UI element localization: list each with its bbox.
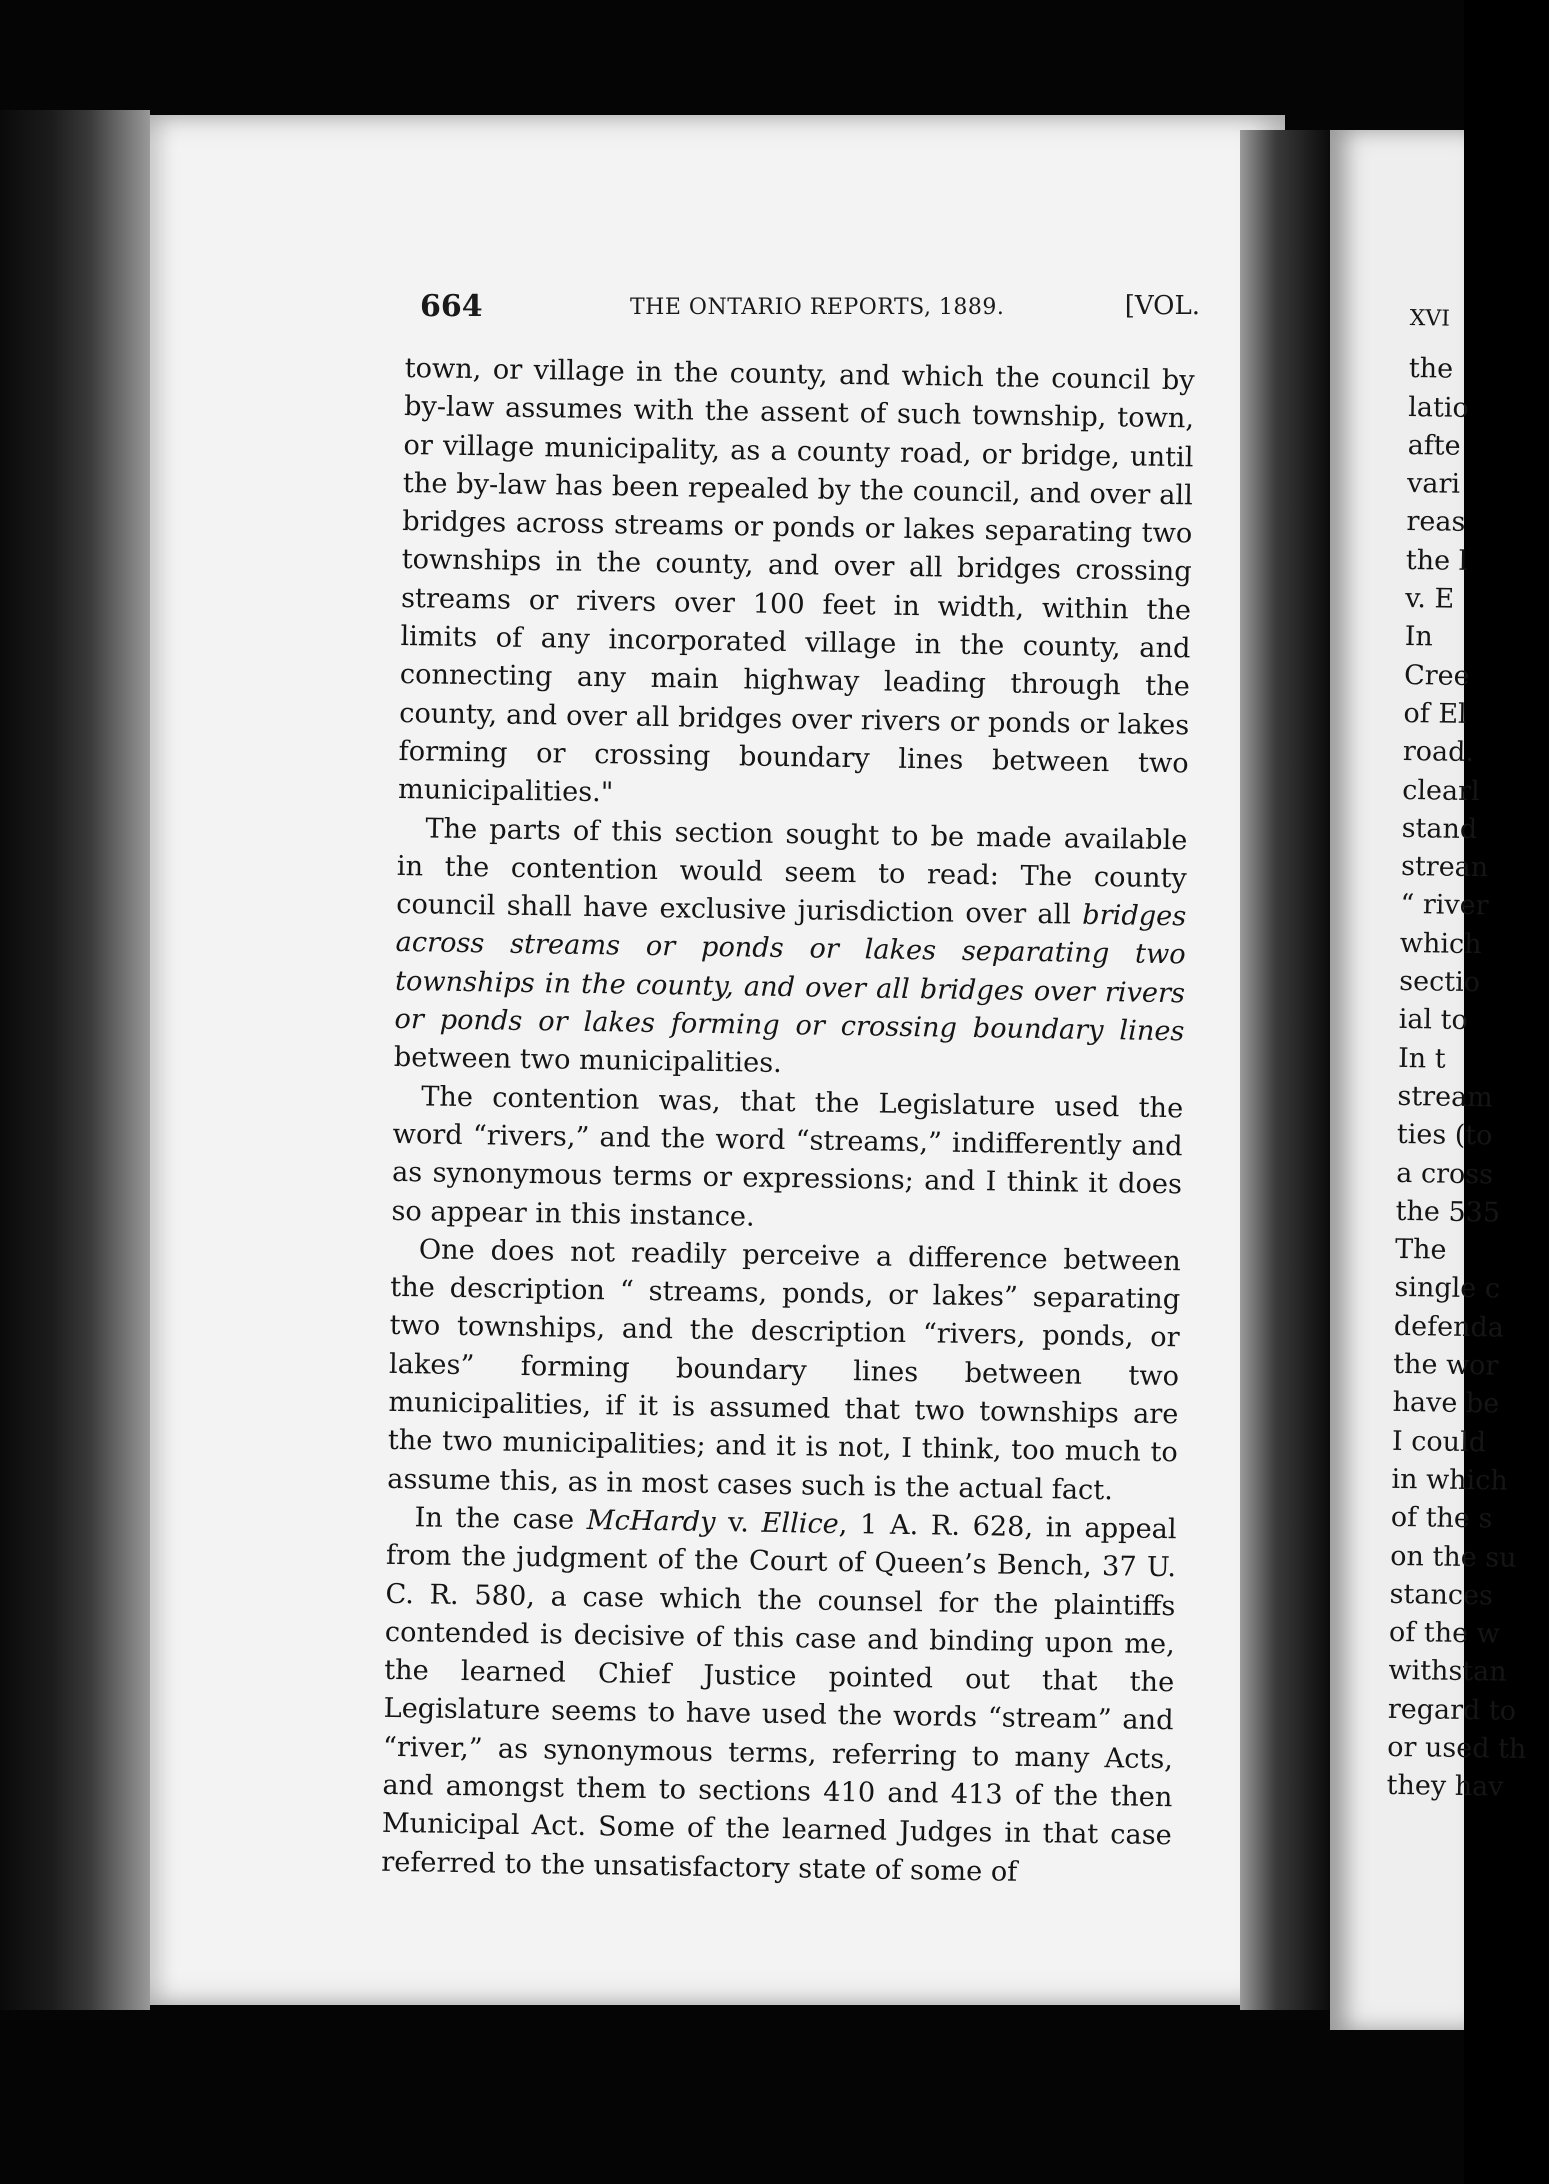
facing-line: a cross bbox=[1396, 1157, 1494, 1190]
facing-line: clearl bbox=[1402, 774, 1480, 807]
facing-line: the l bbox=[1405, 544, 1468, 577]
case-versus: v. bbox=[715, 1506, 762, 1539]
facing-line: Cree bbox=[1403, 659, 1470, 692]
facing-line: the wor bbox=[1393, 1348, 1499, 1382]
paragraph-2 bbox=[394, 810, 1188, 1090]
facing-line: single c bbox=[1394, 1272, 1501, 1305]
paragraph-5-lead: In the case bbox=[414, 1502, 588, 1536]
facing-line: stand bbox=[1401, 812, 1478, 845]
case-name-ellice: Ellice bbox=[761, 1507, 840, 1540]
paragraph-2-lead: The parts of this section sought to be made available in the contention would seem to read: The county council shall have exclusive jurisdiction over all bbox=[396, 812, 1188, 931]
facing-line: stances bbox=[1389, 1578, 1494, 1612]
facing-line: stream bbox=[1397, 1080, 1494, 1114]
facing-line: The bbox=[1394, 1234, 1447, 1266]
facing-page-text bbox=[1386, 300, 1549, 1808]
paragraph-3: The contention was, that the Legislature used the word “rivers,” and the word “streams,” indifferently and as synonymous terms or expressions; and I think it does so appear in this instance. bbox=[391, 1080, 1184, 1233]
facing-line: afte bbox=[1407, 429, 1461, 462]
paragraph-2-italic-quote: bridges across streams or ponds or lakes separating two townships in the county, and over all bridges over rivers or ponds or lakes forming or crossing boundary lines bbox=[394, 899, 1187, 1048]
paragraph-2-tail: between two municipalities. bbox=[393, 1042, 783, 1080]
facing-line: of El bbox=[1403, 697, 1467, 730]
page-number: 664 bbox=[420, 289, 483, 324]
facing-line: they hav bbox=[1386, 1770, 1504, 1803]
facing-line: have be bbox=[1392, 1387, 1500, 1420]
book-gutter bbox=[1240, 130, 1330, 2010]
book-spine-edge bbox=[0, 110, 150, 2010]
facing-line: vari bbox=[1406, 468, 1461, 500]
facing-line: reas bbox=[1406, 506, 1466, 539]
facing-line: the 535 bbox=[1395, 1195, 1501, 1229]
facing-line: on the su bbox=[1390, 1540, 1517, 1574]
facing-line: withstan bbox=[1388, 1655, 1507, 1689]
facing-line: defenda bbox=[1393, 1310, 1505, 1344]
facing-line: regard to bbox=[1387, 1693, 1517, 1727]
facing-line: of the s bbox=[1390, 1502, 1493, 1535]
facing-line: strean bbox=[1400, 851, 1489, 884]
paragraph-1: town, or village in the county, and which the council by by-law assumes with the assent of such township, town, or village municipality, as a county road, or bridge, until the by-law has been repealed by the council, and over all bridges across streams or ponds or lakes separating two townships in the county, and over all bridges crossing streams or rivers over 100 feet in width, within the limits of any incorporated village in the county, and connecting any main highway leading through the county, and over all bridges over rivers or ponds or lakes forming or crossing boundary lines between two municipalities." bbox=[397, 352, 1195, 809]
facing-line: In bbox=[1404, 621, 1434, 653]
facing-line: ial to bbox=[1398, 1004, 1468, 1037]
facing-line: v. E bbox=[1405, 583, 1455, 615]
facing-line: ties (to bbox=[1396, 1119, 1493, 1152]
running-head bbox=[420, 289, 1200, 335]
paragraph-4: One does not readily perceive a difference between the description “ streams, ponds, or lakes” separating two townships, and the description “rivers, ponds, or lakes” forming boundary lines between two municipalities, if it is assumed that two townships are the two municipalities; and it is not, I think, too much to assume this, as in most cases such is the actual fact. bbox=[387, 1234, 1182, 1506]
facing-page-header: XVI bbox=[1409, 305, 1451, 332]
facing-line: the bbox=[1408, 353, 1454, 385]
facing-line: road. bbox=[1402, 736, 1475, 769]
facing-line: sectio bbox=[1399, 965, 1481, 999]
volume-mark: [VOL. bbox=[1124, 291, 1200, 321]
case-name-mchardy: McHardy bbox=[586, 1504, 716, 1538]
facing-line: “ river bbox=[1400, 889, 1489, 922]
facing-line: which bbox=[1399, 927, 1482, 960]
facing-line: in which bbox=[1391, 1463, 1508, 1497]
facing-line: of the w bbox=[1388, 1616, 1501, 1650]
report-title: THE ONTARIO REPORTS, 1889. bbox=[630, 295, 1005, 320]
facing-line: I could bbox=[1391, 1425, 1487, 1458]
facing-line: or used th bbox=[1387, 1731, 1527, 1765]
paragraph-5 bbox=[381, 1499, 1177, 1894]
facing-line: In t bbox=[1397, 1042, 1446, 1075]
page-body bbox=[381, 350, 1195, 1894]
facing-line: latio bbox=[1408, 391, 1470, 424]
paragraph-5-tail: , 1 A. R. 628, in appeal from the judgment of the Court of Queen’s Bench, 37 U. C. R. 580, a case which the counsel for the plaintiffs contended is decisive of this case and binding upon me, the learned Chief Justice pointed out that the Legislature seems to have used the words “stream” and “river,” as synonymous terms, referring to many Acts, and amongst them to sections 410 and 413 of the then Municipal Act. Some of the learned Judges in that case referred to the unsatisfactory state of some of bbox=[381, 1508, 1177, 1888]
